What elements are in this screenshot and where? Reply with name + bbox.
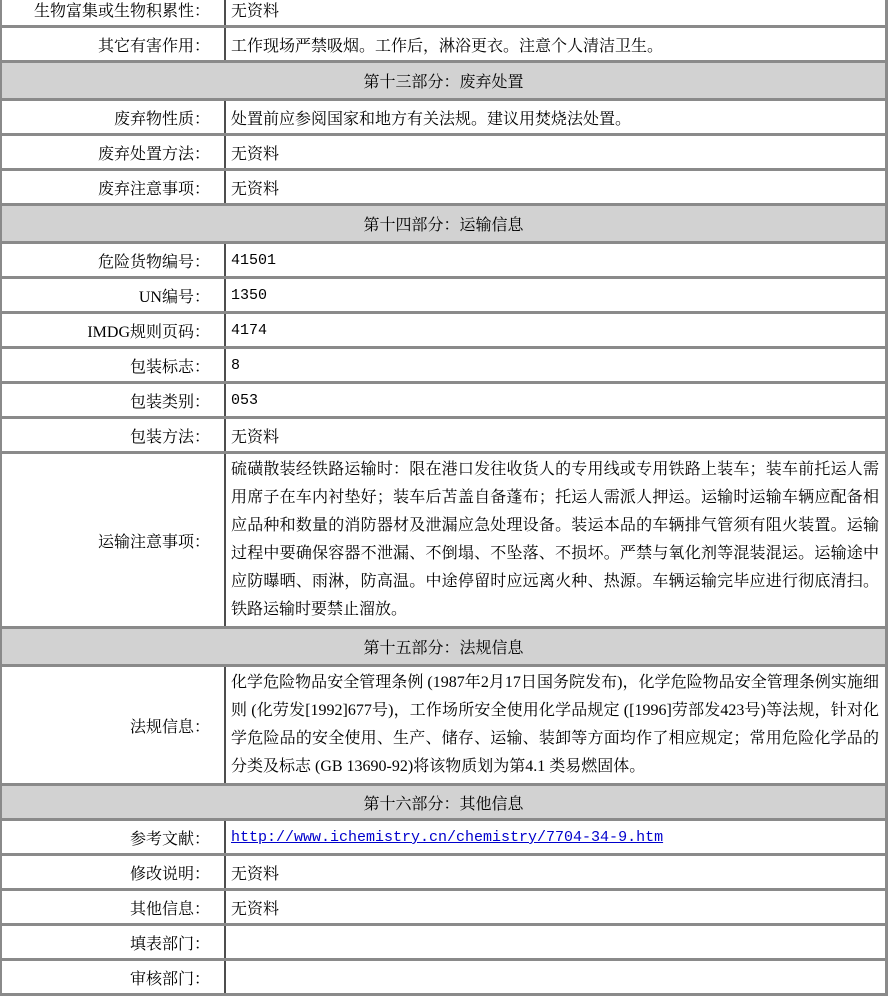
table-row-revision-note <box>1 855 887 890</box>
table-row-regulatory-info <box>1 666 887 785</box>
table-row-bioaccumulation <box>1 0 887 27</box>
row-label-review-department: 审核部门： <box>1 960 225 995</box>
row-value-un-number: 1350 <box>225 278 887 313</box>
row-value-imdg-page: 4174 <box>225 313 887 348</box>
row-label-packing-mark: 包装标志： <box>1 348 225 383</box>
table-row-transport-precautions <box>1 453 887 628</box>
table-row-other-harmful-effects <box>1 27 887 62</box>
table-row-waste-precautions <box>1 170 887 205</box>
row-label-other-info: 其他信息： <box>1 890 225 925</box>
table-row-imdg-page <box>1 313 887 348</box>
section-header-14-transport <box>1 205 887 243</box>
row-value-other-info: 无资料 <box>225 890 887 925</box>
row-value-waste-precautions: 无资料 <box>225 170 887 205</box>
row-label-regulatory-info: 法规信息： <box>1 666 225 785</box>
table-row-dangerous-goods-number <box>1 243 887 278</box>
section-title-14-transport: 第十四部分：运输信息 <box>1 205 887 243</box>
row-label-dangerous-goods-number: 危险货物编号： <box>1 243 225 278</box>
row-label-form-department: 填表部门： <box>1 925 225 960</box>
row-label-un-number: UN编号： <box>1 278 225 313</box>
table-row-waste-disposal-method <box>1 135 887 170</box>
table-row-un-number <box>1 278 887 313</box>
row-value-references <box>225 820 887 855</box>
row-value-packing-mark: 8 <box>225 348 887 383</box>
table-row-review-department <box>1 960 887 995</box>
reference-link[interactable]: http://www.ichemistry.cn/chemistry/7704-34-9.htm <box>231 829 664 846</box>
row-value-waste-nature: 处置前应参阅国家和地方有关法规。建议用焚烧法处置。 <box>225 100 887 135</box>
section-title-16-other: 第十六部分：其他信息 <box>1 785 887 820</box>
table-row-packing-method <box>1 418 887 453</box>
row-value-transport-precautions: 硫磺散装经铁路运输时：限在港口发往收货人的专用线或专用铁路上装车；装车前托运人需用席子在车内衬垫好；装车后苫盖自备蓬布；托运人需派人押运。运输时运输车辆应配备相应品种和数量的消防器材及泄漏应急处理设备。装运本品的车辆排气管须有阻火装置。运输过程中要确保容器不泄漏、不倒塌、不坠落、不损坏。严禁与氧化剂等混装混运。运输途中应防曝晒、雨淋，防高温。中途停留时应远离火种、热源。车辆运输完毕应进行彻底清扫。铁路运输时要禁止溜放。 <box>225 453 887 628</box>
row-value-packing-method: 无资料 <box>225 418 887 453</box>
section-title-13-disposal: 第十三部分：废弃处置 <box>1 62 887 100</box>
section-header-16-other <box>1 785 887 820</box>
row-value-bioaccumulation: 无资料 <box>225 0 887 27</box>
section-header-15-regulatory <box>1 628 887 666</box>
row-label-references: 参考文献： <box>1 820 225 855</box>
row-label-waste-nature: 废弃物性质： <box>1 100 225 135</box>
section-header-13-disposal <box>1 62 887 100</box>
row-value-packing-category: 053 <box>225 383 887 418</box>
row-label-imdg-page: IMDG规则页码： <box>1 313 225 348</box>
row-label-packing-category: 包装类别： <box>1 383 225 418</box>
table-row-packing-mark <box>1 348 887 383</box>
table-row-form-department <box>1 925 887 960</box>
row-label-other-harmful-effects: 其它有害作用： <box>1 27 225 62</box>
table-row-references <box>1 820 887 855</box>
table-row-packing-category <box>1 383 887 418</box>
section-title-15-regulatory: 第十五部分：法规信息 <box>1 628 887 666</box>
row-label-packing-method: 包装方法： <box>1 418 225 453</box>
row-value-regulatory-info: 化学危险物品安全管理条例 (1987年2月17日国务院发布)，化学危险物品安全管理条例实施细则 (化劳发[1992]677号)，工作场所安全使用化学品规定 ([1996]劳部发423号)等法规，针对化学危险品的安全使用、生产、储存、运输、装卸等方面均作了相应规定；常用危险化学品的分类及标志 (GB 13690-92)将该物质划为第4.1 类易燃固体。 <box>225 666 887 785</box>
row-value-review-department <box>225 960 887 995</box>
row-value-waste-disposal-method: 无资料 <box>225 135 887 170</box>
row-value-revision-note: 无资料 <box>225 855 887 890</box>
row-value-form-department <box>225 925 887 960</box>
table-row-other-info <box>1 890 887 925</box>
table-row-waste-nature <box>1 100 887 135</box>
row-label-revision-note: 修改说明： <box>1 855 225 890</box>
row-label-waste-precautions: 废弃注意事项： <box>1 170 225 205</box>
row-label-bioaccumulation: 生物富集或生物积累性： <box>1 0 225 27</box>
row-value-dangerous-goods-number: 41501 <box>225 243 887 278</box>
row-label-waste-disposal-method: 废弃处置方法： <box>1 135 225 170</box>
row-label-transport-precautions: 运输注意事项： <box>1 453 225 628</box>
row-value-other-harmful-effects: 工作现场严禁吸烟。工作后，淋浴更衣。注意个人清洁卫生。 <box>225 27 887 62</box>
